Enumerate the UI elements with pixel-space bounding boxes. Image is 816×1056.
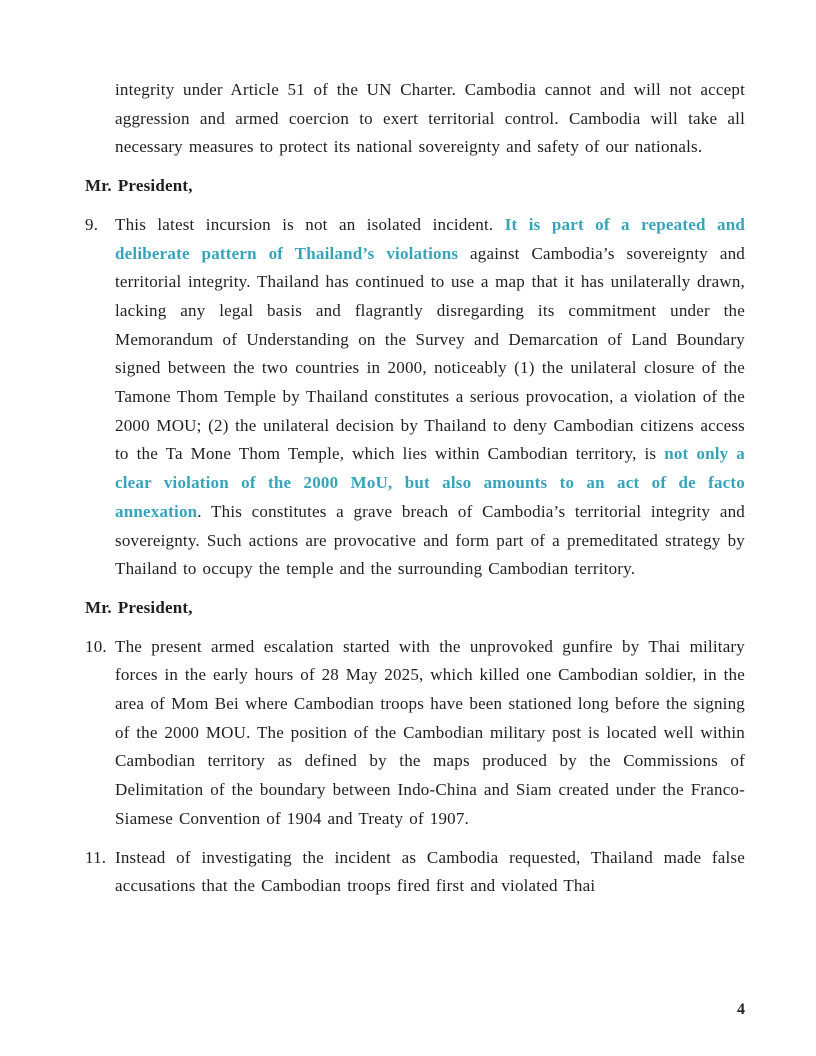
list-item-number: 11.	[85, 847, 107, 867]
list-item-number: 9.	[85, 214, 99, 234]
document-body	[85, 76, 745, 911]
paragraph-text	[115, 211, 745, 584]
text-run: against Cambodia’s sovereignty and territorial integrity. Thailand has continued to use a map that it has unilaterally drawn, lacking any legal basis and flagrantly disregarding its commitment under the Memorandum of Understanding on the Survey and Demarcation of Land Boundary signed between the two countries in 2000, noticeably (1) the unilateral closure of the Tamone Thom Temple by Thailand constitutes a serious provocation, a violation of the 2000 MOU; (2) the unilateral decision by Thailand to deny Cambodian citizens access to the Ta Mone Thom Temple, which lies within Cambodian territory, is	[115, 243, 745, 464]
list-item-number: 10.	[85, 636, 107, 656]
page-number: 4	[737, 1001, 745, 1018]
text-run: The present armed escalation started with the unprovoked gunfire by Thai military forces in the early hours of 28 May 2025, which killed one Cambodian soldier, in the area of Mom Bei where Cambodian troops have been stationed long before the signing of the 2000 MOU. The position of the Cambodian military post is located well within Cambodian territory as defined by the maps produced by the Commissions of Delimitation of the boundary between Indo-China and Siam created under the Franco-Siamese Convention of 1904 and Treaty of 1907.	[115, 636, 745, 828]
highlighted-text: not only a clear violation of the 2000 MoU, but also amounts to an act of de facto annexation	[115, 444, 745, 521]
text-run: integrity under Article 51 of the UN Charter. Cambodia cannot and will not accept aggression and armed coercion to exert territorial control. Cambodia will take all necessary measures to protect its national sovereignty and safety of our nationals.	[115, 80, 745, 157]
numbered-paragraph	[85, 211, 745, 584]
text-run: Mr. President,	[85, 597, 193, 617]
text-run: Instead of investigating the incident as Cambodia requested, Thailand made false accusations that the Cambodian troops fired first and violated Thai	[115, 847, 745, 896]
salutation-heading	[85, 594, 745, 623]
highlighted-text: It is part of a repeated and deliberate pattern of Thailand’s violations	[115, 214, 745, 263]
salutation-heading	[85, 172, 745, 201]
text-run: . This constitutes a grave breach of Cambodia’s territorial integrity and sovereignty. Such actions are provocative and form part of a premeditated strategy by Thailand to occupy the temple and the surrounding Cambodian territory.	[115, 501, 745, 579]
paragraph	[115, 76, 745, 162]
paragraph-text	[115, 844, 745, 901]
numbered-paragraph	[85, 633, 745, 834]
numbered-paragraph	[85, 844, 745, 901]
paragraph-text	[115, 633, 745, 834]
text-run: This latest incursion is not an isolated incident.	[115, 214, 505, 234]
text-run: Mr. President,	[85, 176, 193, 196]
